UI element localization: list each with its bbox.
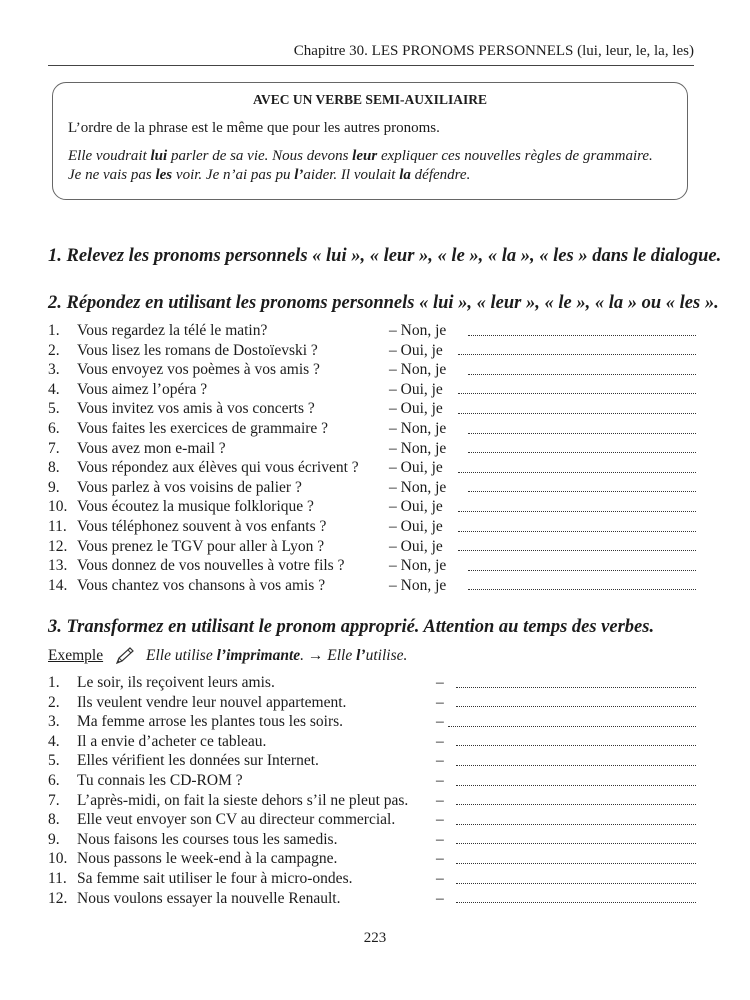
question-row: [48, 497, 698, 517]
transform-item: [48, 830, 698, 850]
question-row: [48, 360, 698, 380]
question-text: Vous parlez à vos voisins de palier ?: [77, 478, 302, 496]
example-label: Exemple: [48, 647, 104, 664]
question-number: 7.: [48, 439, 60, 457]
question-number: 11.: [48, 518, 67, 535]
question-number: 13.: [48, 557, 68, 575]
question-number: 9.: [48, 478, 60, 496]
rule-example-line-1: Elle voudrait lui parler de sa vie. Nous devons leur expliquer ces nouvelles règles de grammaire.: [68, 148, 653, 164]
answer-blank[interactable]: [468, 432, 696, 434]
pencil-icon: [114, 646, 136, 666]
question-number: 1.: [48, 322, 60, 339]
answer-prefix: – Non, je: [389, 576, 447, 594]
question-number: 4.: [48, 380, 60, 398]
question-text: Vous aimez l’opéra ?: [77, 380, 208, 398]
answer-blank[interactable]: [468, 490, 696, 492]
rule-box-text: L’ordre de la phrase est le même que pour les autres pronoms.: [68, 120, 440, 136]
item-text: Ma femme arrose les plantes tous les soirs.: [77, 713, 344, 731]
transform-item: [48, 693, 698, 713]
question-number: 5.: [48, 400, 60, 418]
transform-item: [48, 712, 698, 732]
transform-item: [48, 673, 698, 693]
item-number: 8.: [48, 811, 60, 829]
answer-blank[interactable]: [458, 353, 696, 355]
answer-blank[interactable]: [456, 882, 696, 884]
item-number: 1.: [48, 674, 60, 691]
answer-dash: –: [436, 830, 444, 848]
question-row: [48, 458, 698, 478]
page-number: 223: [363, 930, 387, 946]
answer-blank[interactable]: [458, 392, 696, 394]
question-text: Vous écoutez la musique folklorique ?: [77, 498, 314, 516]
answer-blank[interactable]: [468, 588, 696, 590]
transform-item: [48, 849, 698, 869]
question-row: [48, 517, 698, 537]
question-text: Vous chantez vos chansons à vos amis ?: [77, 576, 326, 594]
chapter-header: [48, 40, 694, 62]
question-text: Vous donnez de vos nouvelles à votre fils ?: [77, 557, 345, 575]
transform-item: [48, 869, 698, 889]
item-number: 11.: [48, 870, 67, 887]
answer-dash: –: [436, 811, 444, 829]
answer-dash: –: [436, 850, 444, 868]
answer-blank[interactable]: [458, 549, 696, 551]
item-text: Elle veut envoyer son CV au directeur commercial.: [77, 811, 396, 829]
question-number: 10.: [48, 498, 68, 516]
question-number: 14.: [48, 576, 68, 594]
answer-blank[interactable]: [456, 803, 696, 805]
answer-prefix: – Non, je: [389, 361, 447, 379]
question-number: 8.: [48, 459, 60, 477]
question-row: [48, 341, 698, 361]
answer-dash: –: [436, 752, 444, 770]
question-text: Vous téléphonez souvent à vos enfants ?: [77, 518, 327, 535]
question-row: [48, 321, 698, 341]
rule-example-line-2: Je ne vais pas les voir. Je n’ai pas pu l’aider. Il voulait la défendre.: [68, 167, 471, 183]
answer-blank[interactable]: [448, 725, 696, 727]
header-rule: [48, 65, 694, 66]
answer-blank[interactable]: [456, 862, 696, 864]
answer-blank[interactable]: [458, 471, 696, 473]
question-row: [48, 478, 698, 498]
item-text: L’après-midi, on fait la sieste dehors s’il ne pleut pas.: [77, 791, 409, 809]
item-text: Ils veulent vendre leur nouvel appartement.: [77, 693, 347, 711]
question-row: [48, 380, 698, 400]
question-text: Vous répondez aux élèves qui vous écrivent ?: [77, 459, 359, 477]
chapter-title: Chapitre 30. LES PRONOMS PERSONNELS: [293, 43, 574, 59]
transform-item: [48, 810, 698, 830]
item-number: 4.: [48, 732, 60, 750]
transform-item: [48, 791, 698, 811]
question-text: Vous faites les exercices de grammaire ?: [77, 420, 329, 437]
answer-prefix: – Oui, je: [389, 498, 443, 516]
question-row: [48, 537, 698, 557]
question-text: Vous regardez la télé le matin?: [77, 322, 268, 339]
item-text: Nous voulons essayer la nouvelle Renault.: [77, 889, 341, 907]
answer-blank[interactable]: [456, 686, 696, 688]
answer-dash: –: [436, 870, 444, 887]
answer-prefix: – Non, je: [389, 439, 447, 457]
answer-blank[interactable]: [468, 451, 696, 453]
answer-blank[interactable]: [456, 764, 696, 766]
exercise-1-title: 1. Relevez les pronoms personnels « lui », « leur », « le », « la », « les » dans le dialogue.: [48, 246, 722, 266]
question-text: Vous invitez vos amis à vos concerts ?: [77, 400, 315, 418]
question-text: Vous envoyez vos poèmes à vos amis ?: [77, 361, 320, 379]
transform-item: [48, 771, 698, 791]
item-number: 9.: [48, 830, 60, 848]
question-text: Vous lisez les romans de Dostoïevski ?: [77, 341, 318, 359]
answer-blank[interactable]: [458, 510, 696, 512]
answer-dash: –: [436, 791, 444, 809]
transform-item: [48, 889, 698, 909]
question-row: [48, 576, 698, 596]
item-text: Le soir, ils reçoivent leurs amis.: [77, 674, 275, 691]
item-number: 6.: [48, 772, 60, 789]
answer-prefix: – Oui, je: [389, 537, 443, 555]
answer-prefix: – Oui, je: [389, 400, 443, 418]
question-number: 2.: [48, 341, 60, 359]
item-text: Elles vérifient les données sur Internet.: [77, 752, 319, 770]
item-number: 3.: [48, 713, 60, 731]
item-number: 12.: [48, 889, 68, 907]
answer-dash: –: [436, 693, 444, 711]
answer-prefix: – Oui, je: [389, 380, 443, 398]
question-row: [48, 556, 698, 576]
answer-prefix: – Oui, je: [389, 459, 443, 477]
item-text: Nous faisons les courses tous les samedis.: [77, 830, 338, 848]
answer-blank[interactable]: [456, 705, 696, 707]
answer-prefix: – Non, je: [389, 420, 447, 437]
item-text: Il a envie d’acheter ce tableau.: [77, 732, 267, 750]
answer-dash: –: [436, 713, 444, 731]
question-text: Vous prenez le TGV pour aller à Lyon ?: [77, 537, 325, 555]
question-number: 6.: [48, 420, 60, 437]
answer-prefix: – Oui, je: [389, 341, 443, 359]
answer-prefix: – Non, je: [389, 478, 447, 496]
answer-dash: –: [436, 674, 444, 691]
question-number: 12.: [48, 537, 68, 555]
answer-dash: –: [436, 732, 444, 750]
answer-blank[interactable]: [456, 842, 696, 844]
item-number: 5.: [48, 752, 60, 770]
exercise-3-title: 3. Transformez en utilisant le pronom approprié. Attention au temps des verbes.: [48, 617, 655, 637]
answer-prefix: – Oui, je: [389, 518, 443, 535]
item-number: 10.: [48, 850, 68, 868]
answer-prefix: – Non, je: [389, 557, 447, 575]
question-row: [48, 399, 698, 419]
item-text: Tu connais les CD-ROM ?: [77, 772, 243, 789]
item-text: Nous passons le week-end à la campagne.: [77, 850, 338, 868]
question-number: 3.: [48, 361, 60, 379]
answer-blank[interactable]: [458, 412, 696, 414]
chapter-subtitle: (lui, leur, le, la, les): [577, 43, 694, 59]
question-row: [48, 439, 698, 459]
exercise-3-example: [48, 645, 698, 667]
question-row: [48, 419, 698, 439]
answer-blank[interactable]: [456, 744, 696, 746]
answer-blank[interactable]: [456, 784, 696, 786]
transform-item: [48, 732, 698, 752]
answer-blank[interactable]: [456, 823, 696, 825]
answer-dash: –: [436, 772, 444, 789]
example-sentence: Elle utilise l’imprimante. → Elle l’utilise.: [146, 647, 408, 664]
answer-prefix: – Non, je: [389, 322, 447, 339]
item-number: 2.: [48, 693, 60, 711]
exercise-2-title: 2. Répondez en utilisant les pronoms personnels « lui », « leur », « le », « la » ou « les ».: [48, 293, 719, 313]
answer-blank[interactable]: [458, 530, 696, 532]
item-number: 7.: [48, 791, 60, 809]
answer-blank[interactable]: [456, 901, 696, 903]
question-text: Vous avez mon e-mail ?: [77, 439, 226, 457]
answer-dash: –: [436, 889, 444, 907]
transform-item: [48, 751, 698, 771]
answer-blank[interactable]: [468, 569, 696, 571]
answer-blank[interactable]: [468, 373, 696, 375]
item-text: Sa femme sait utiliser le four à micro-ondes.: [77, 870, 353, 887]
rule-box-title: AVEC UN VERBE SEMI-AUXILIAIRE: [253, 92, 487, 107]
answer-blank[interactable]: [468, 334, 696, 336]
